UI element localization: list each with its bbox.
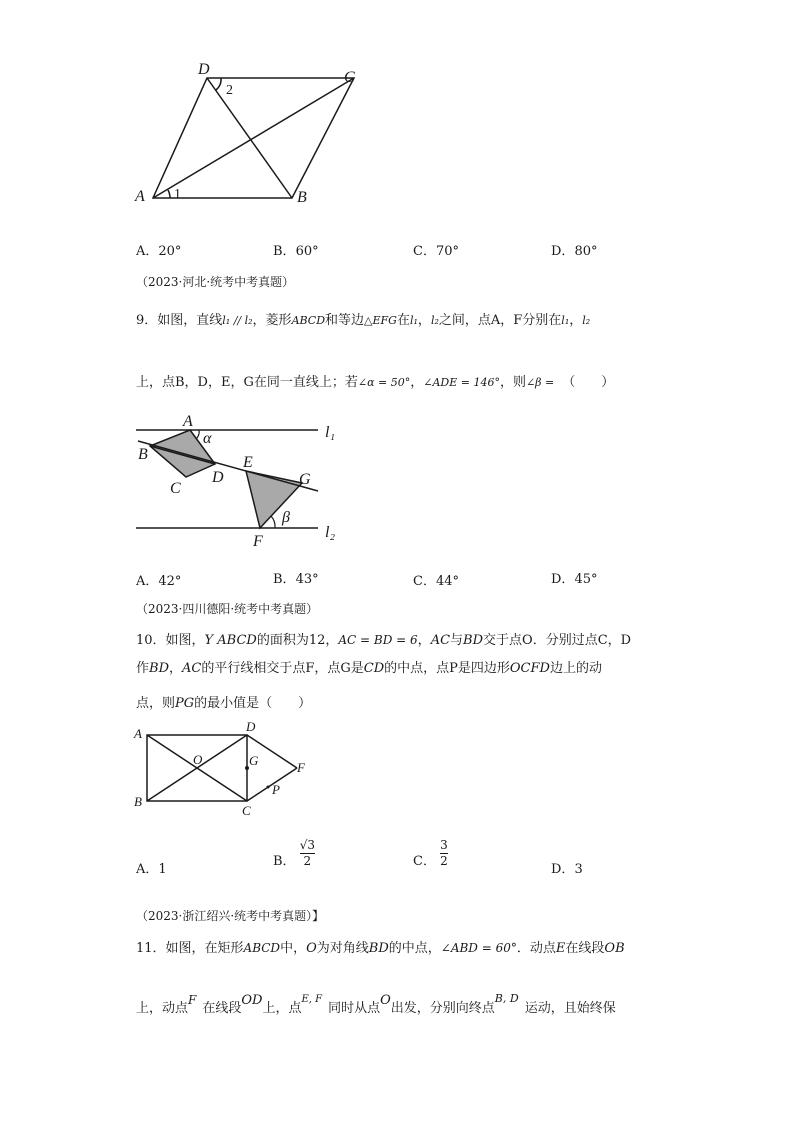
q10-option-c: C． $\frac{3}{2}$ <box>413 838 448 869</box>
label-f: F <box>297 760 305 775</box>
q9-option-c: C．44° <box>413 574 459 589</box>
q8-option-a: A．20° <box>136 244 182 259</box>
label-angle-1: 1 <box>174 187 181 202</box>
label-l1: l₁ <box>325 424 336 441</box>
q11-line-2: 上，动点F在线段OD上，点$^{E, F}$同时从点O出发，分别向终点$^{B, D}$运动，且始终保 <box>136 992 616 1016</box>
label-b: B <box>134 794 142 809</box>
q10-option-d: D．3 <box>551 862 583 877</box>
label-d: D <box>246 719 256 734</box>
q9-option-d: D．45° <box>551 572 598 587</box>
q8-option-b: B．60° <box>273 244 319 259</box>
q10-source: （2023·四川德阳·统考中考真题） <box>136 602 319 616</box>
q9-option-a: A．42° <box>136 574 182 589</box>
label-f: F <box>253 533 263 550</box>
label-p: P <box>272 782 280 797</box>
label-g: G <box>249 753 259 768</box>
q10-option-a: A．1 <box>136 862 167 877</box>
label-alpha: α <box>203 430 212 447</box>
point-p <box>267 786 270 789</box>
label-a: A <box>135 188 145 205</box>
label-a: A <box>183 413 193 430</box>
q9-line-1: 9．如图，直线l₁ // l₂，菱形ABCD和等边△EFG在l₁，l₂之间，点A，F分别在l₁，l₂ <box>136 313 591 328</box>
label-d: D <box>212 469 224 486</box>
q9-line-2: 上，点B，D，E，G在同一直线上；若∠α = 50°，∠ADE = 146°，则∠β = （ ） <box>136 375 615 390</box>
label-c: C <box>242 803 251 818</box>
label-e: E <box>243 454 253 471</box>
label-c: C <box>170 480 181 497</box>
q10-line-2: 作BD，AC的平行线相交于点F，点G是CD的中点，点P是四边形OCFD边上的动 <box>136 661 602 676</box>
q11-line-1: 11．如图，在矩形ABCD中，O为对角线BD的中点，∠ABD = 60°．动点E在线段OB <box>136 941 625 956</box>
label-o: O <box>193 752 203 767</box>
q10-line-1: 10．如图，Y ABCD的面积为12，AC = BD = 6，AC与BD交于点O．分别过点C，D <box>136 633 632 648</box>
label-beta: β <box>282 509 290 526</box>
label-c: C <box>344 69 355 86</box>
q10-option-b: B． $\frac{√3}{2}$ <box>273 838 315 869</box>
q8-option-c: C．70° <box>413 244 459 259</box>
q8-option-d: D．80° <box>551 244 598 259</box>
label-b: B <box>138 446 148 463</box>
q11-source: （2023·浙江绍兴·统考中考真题）】 <box>136 909 325 923</box>
label-l2: l₂ <box>325 524 336 541</box>
label-g: G <box>299 471 311 488</box>
q9-source: （2023·河北·统考中考真题） <box>136 275 295 289</box>
q9-option-b: B．43° <box>273 572 319 587</box>
label-a: A <box>134 726 142 741</box>
q10-line-3: 点，则PG的最小值是（ ） <box>136 696 312 711</box>
label-d: D <box>198 61 210 78</box>
label-b: B <box>297 189 307 206</box>
label-angle-2: 2 <box>226 83 233 98</box>
